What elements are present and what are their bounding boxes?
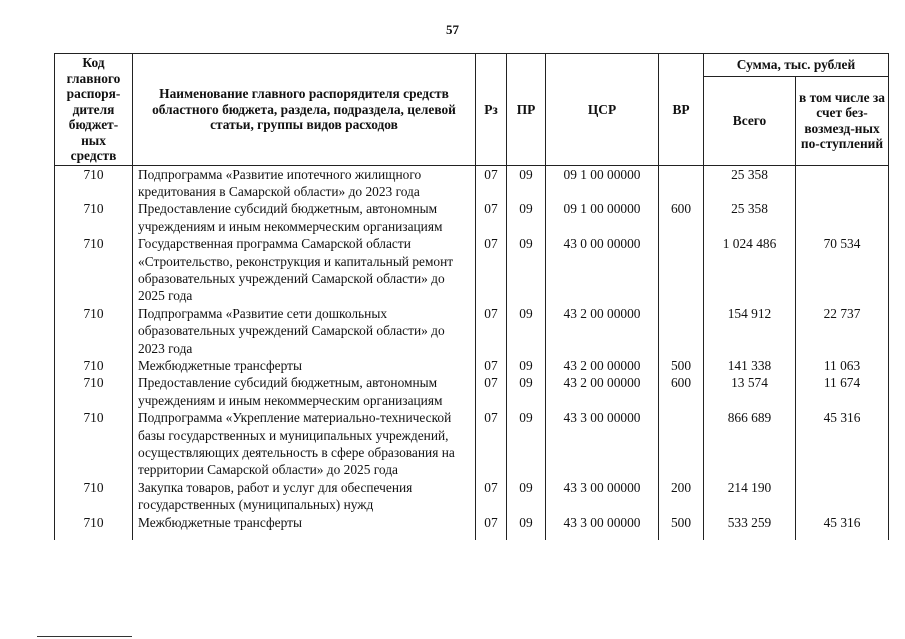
header-rz: Рз bbox=[476, 54, 507, 166]
cell-incl bbox=[796, 479, 889, 514]
cell-csr: 43 3 00 00000 bbox=[546, 514, 659, 540]
cell-vr bbox=[659, 165, 704, 200]
cell-pr: 09 bbox=[507, 165, 546, 200]
cell-vr: 500 bbox=[659, 514, 704, 540]
header-total: Всего bbox=[704, 77, 796, 166]
cell-name: Межбюджетные трансферты bbox=[133, 514, 476, 540]
cell-code: 710 bbox=[55, 235, 133, 305]
cell-vr bbox=[659, 305, 704, 357]
cell-code: 710 bbox=[55, 200, 133, 235]
cell-pr: 09 bbox=[507, 305, 546, 357]
cell-csr: 43 2 00 00000 bbox=[546, 305, 659, 357]
cell-pr: 09 bbox=[507, 514, 546, 540]
cell-rz: 07 bbox=[476, 479, 507, 514]
cell-code: 710 bbox=[55, 357, 133, 374]
table-row bbox=[55, 357, 889, 374]
cell-incl: 70 534 bbox=[796, 235, 889, 305]
cell-name: Предоставление субсидий бюджетным, автономным учреждениям и иным некоммерческим организациям bbox=[133, 200, 476, 235]
cell-rz: 07 bbox=[476, 200, 507, 235]
cell-code: 710 bbox=[55, 165, 133, 200]
cell-total: 13 574 bbox=[704, 374, 796, 409]
header-code: Код главного распоря-дителя бюджет-ных средств bbox=[55, 54, 133, 166]
cell-rz: 07 bbox=[476, 357, 507, 374]
cell-code: 710 bbox=[55, 305, 133, 357]
footnote-divider bbox=[37, 636, 132, 637]
header-sum-group: Сумма, тыс. рублей bbox=[704, 54, 889, 77]
cell-csr: 43 0 00 00000 bbox=[546, 235, 659, 305]
cell-total: 533 259 bbox=[704, 514, 796, 540]
cell-pr: 09 bbox=[507, 374, 546, 409]
cell-rz: 07 bbox=[476, 374, 507, 409]
cell-csr: 09 1 00 00000 bbox=[546, 200, 659, 235]
cell-name: Закупка товаров, работ и услуг для обеспечения государственных (муниципальных) нужд bbox=[133, 479, 476, 514]
cell-incl bbox=[796, 200, 889, 235]
cell-name: Предоставление субсидий бюджетным, автономным учреждениям и иным некоммерческим организациям bbox=[133, 374, 476, 409]
cell-code: 710 bbox=[55, 479, 133, 514]
table-row bbox=[55, 374, 889, 409]
cell-total: 154 912 bbox=[704, 305, 796, 357]
cell-vr: 200 bbox=[659, 479, 704, 514]
page-number: 57 bbox=[446, 22, 459, 37]
cell-name: Подпрограмма «Развитие сети дошкольных образовательных учреждений Самарской области» до 2023 года bbox=[133, 305, 476, 357]
cell-pr: 09 bbox=[507, 479, 546, 514]
header-csr: ЦСР bbox=[546, 54, 659, 166]
cell-name: Межбюджетные трансферты bbox=[133, 357, 476, 374]
cell-name: Государственная программа Самарской области «Строительство, реконструкция и капитальный ремонт образовательных учреждений Самарской области» до 2025 года bbox=[133, 235, 476, 305]
cell-csr: 43 3 00 00000 bbox=[546, 479, 659, 514]
cell-pr: 09 bbox=[507, 409, 546, 479]
cell-pr: 09 bbox=[507, 235, 546, 305]
cell-incl: 45 316 bbox=[796, 409, 889, 479]
cell-total: 25 358 bbox=[704, 165, 796, 200]
cell-rz: 07 bbox=[476, 514, 507, 540]
cell-total: 1 024 486 bbox=[704, 235, 796, 305]
table-row bbox=[55, 200, 889, 235]
table-body bbox=[55, 165, 889, 540]
cell-csr: 43 2 00 00000 bbox=[546, 357, 659, 374]
cell-vr bbox=[659, 235, 704, 305]
table-row bbox=[55, 514, 889, 540]
cell-incl bbox=[796, 165, 889, 200]
cell-vr: 600 bbox=[659, 200, 704, 235]
cell-name: Подпрограмма «Развитие ипотечного жилищного кредитования в Самарской области» до 2023 года bbox=[133, 165, 476, 200]
table-header bbox=[55, 54, 889, 166]
cell-csr: 43 3 00 00000 bbox=[546, 409, 659, 479]
cell-pr: 09 bbox=[507, 357, 546, 374]
cell-total: 25 358 bbox=[704, 200, 796, 235]
table-row bbox=[55, 165, 889, 200]
cell-rz: 07 bbox=[476, 409, 507, 479]
cell-code: 710 bbox=[55, 374, 133, 409]
header-name: Наименование главного распорядителя средств областного бюджета, раздела, подраздела, целевой статьи, группы видов расходов bbox=[133, 54, 476, 166]
cell-vr bbox=[659, 409, 704, 479]
cell-pr: 09 bbox=[507, 200, 546, 235]
cell-incl: 11 674 bbox=[796, 374, 889, 409]
cell-rz: 07 bbox=[476, 235, 507, 305]
table-row bbox=[55, 409, 889, 479]
cell-incl: 11 063 bbox=[796, 357, 889, 374]
cell-total: 866 689 bbox=[704, 409, 796, 479]
cell-vr: 500 bbox=[659, 357, 704, 374]
table-row bbox=[55, 479, 889, 514]
header-vr: ВР bbox=[659, 54, 704, 166]
table-row bbox=[55, 235, 889, 305]
table-row bbox=[55, 305, 889, 357]
cell-name: Подпрограмма «Укрепление материально-технической базы государственных и муниципальных учреждений, осуществляющих деятельность в сфере образования на территории Самарской области» до 2025 года bbox=[133, 409, 476, 479]
budget-table bbox=[54, 53, 889, 540]
cell-incl: 45 316 bbox=[796, 514, 889, 540]
cell-rz: 07 bbox=[476, 165, 507, 200]
cell-total: 214 190 bbox=[704, 479, 796, 514]
cell-vr: 600 bbox=[659, 374, 704, 409]
cell-csr: 43 2 00 00000 bbox=[546, 374, 659, 409]
cell-csr: 09 1 00 00000 bbox=[546, 165, 659, 200]
cell-code: 710 bbox=[55, 514, 133, 540]
cell-rz: 07 bbox=[476, 305, 507, 357]
cell-incl: 22 737 bbox=[796, 305, 889, 357]
cell-total: 141 338 bbox=[704, 357, 796, 374]
cell-code: 710 bbox=[55, 409, 133, 479]
header-incl: в том числе за счет без-возмезд-ных по-ступлений bbox=[796, 77, 889, 166]
header-pr: ПР bbox=[507, 54, 546, 166]
